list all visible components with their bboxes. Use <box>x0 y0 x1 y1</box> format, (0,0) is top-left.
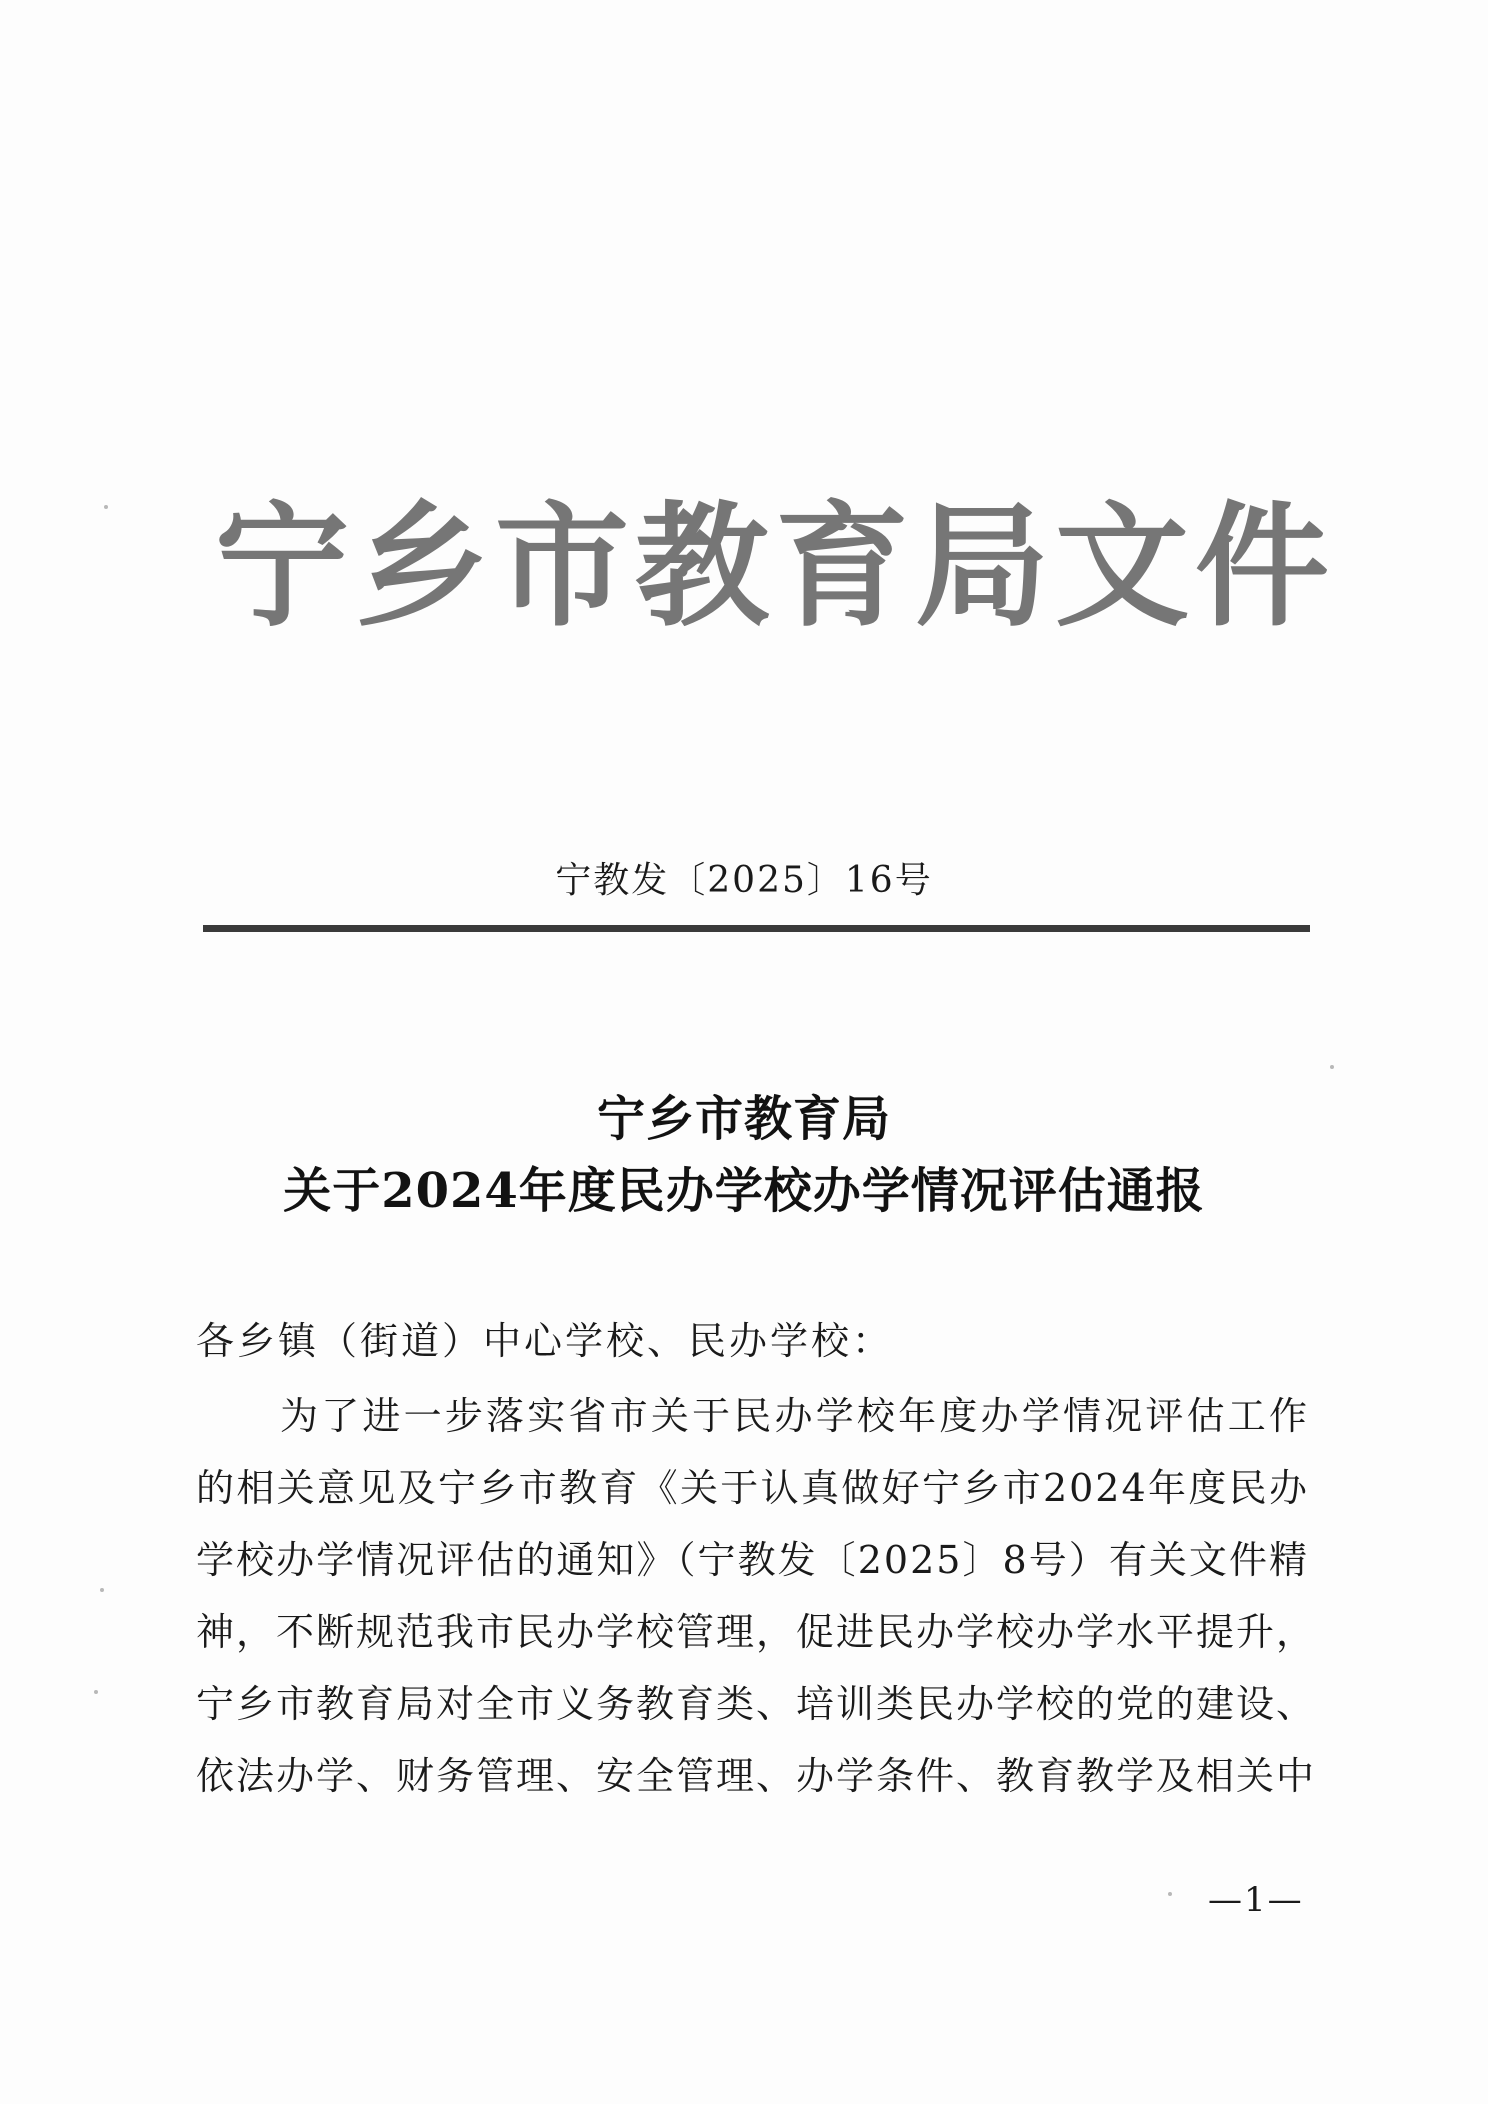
scan-speck <box>104 505 108 509</box>
body-line: 依法办学、财务管理、安全管理、办学条件、教育教学及相关中 <box>196 1754 1317 1798</box>
bleed-through-background <box>205 300 1305 1068</box>
body-line: 的相关意见及宁乡市教育《关于认真做好宁乡市2024年度民办 <box>196 1466 1309 1510</box>
body-line: 神，不断规范我市民办学校管理，促进民办学校办学水平提升， <box>196 1610 1317 1654</box>
scan-speck <box>94 1690 98 1694</box>
body-line: 为了进一步落实省市关于民办学校年度办学情况评估工作 <box>280 1394 1309 1438</box>
scan-speck <box>1330 1065 1334 1069</box>
document-number: 宁教发〔2025〕16号 <box>555 860 933 901</box>
salutation: 各乡镇（街道）中心学校、民办学校： <box>196 1319 894 1363</box>
body-line: 宁乡市教育局对全市义务教育类、培训类民办学校的党的建设、 <box>196 1682 1317 1726</box>
title-line-1: 宁乡市教育局 <box>596 1091 891 1147</box>
body-line: 学校办学情况评估的通知》（宁教发〔2025〕8号）有关文件精 <box>196 1538 1309 1582</box>
scan-speck <box>1168 1892 1172 1896</box>
issuer-header: 宁乡市教育局文件 <box>215 489 1336 645</box>
title-line-2: 关于2024年度民办学校办学情况评估通报 <box>283 1163 1205 1219</box>
body-text <box>196 1380 1317 1812</box>
header-divider <box>203 925 1310 932</box>
page-number: —1— <box>1208 1880 1304 1920</box>
scan-speck <box>100 1588 104 1592</box>
